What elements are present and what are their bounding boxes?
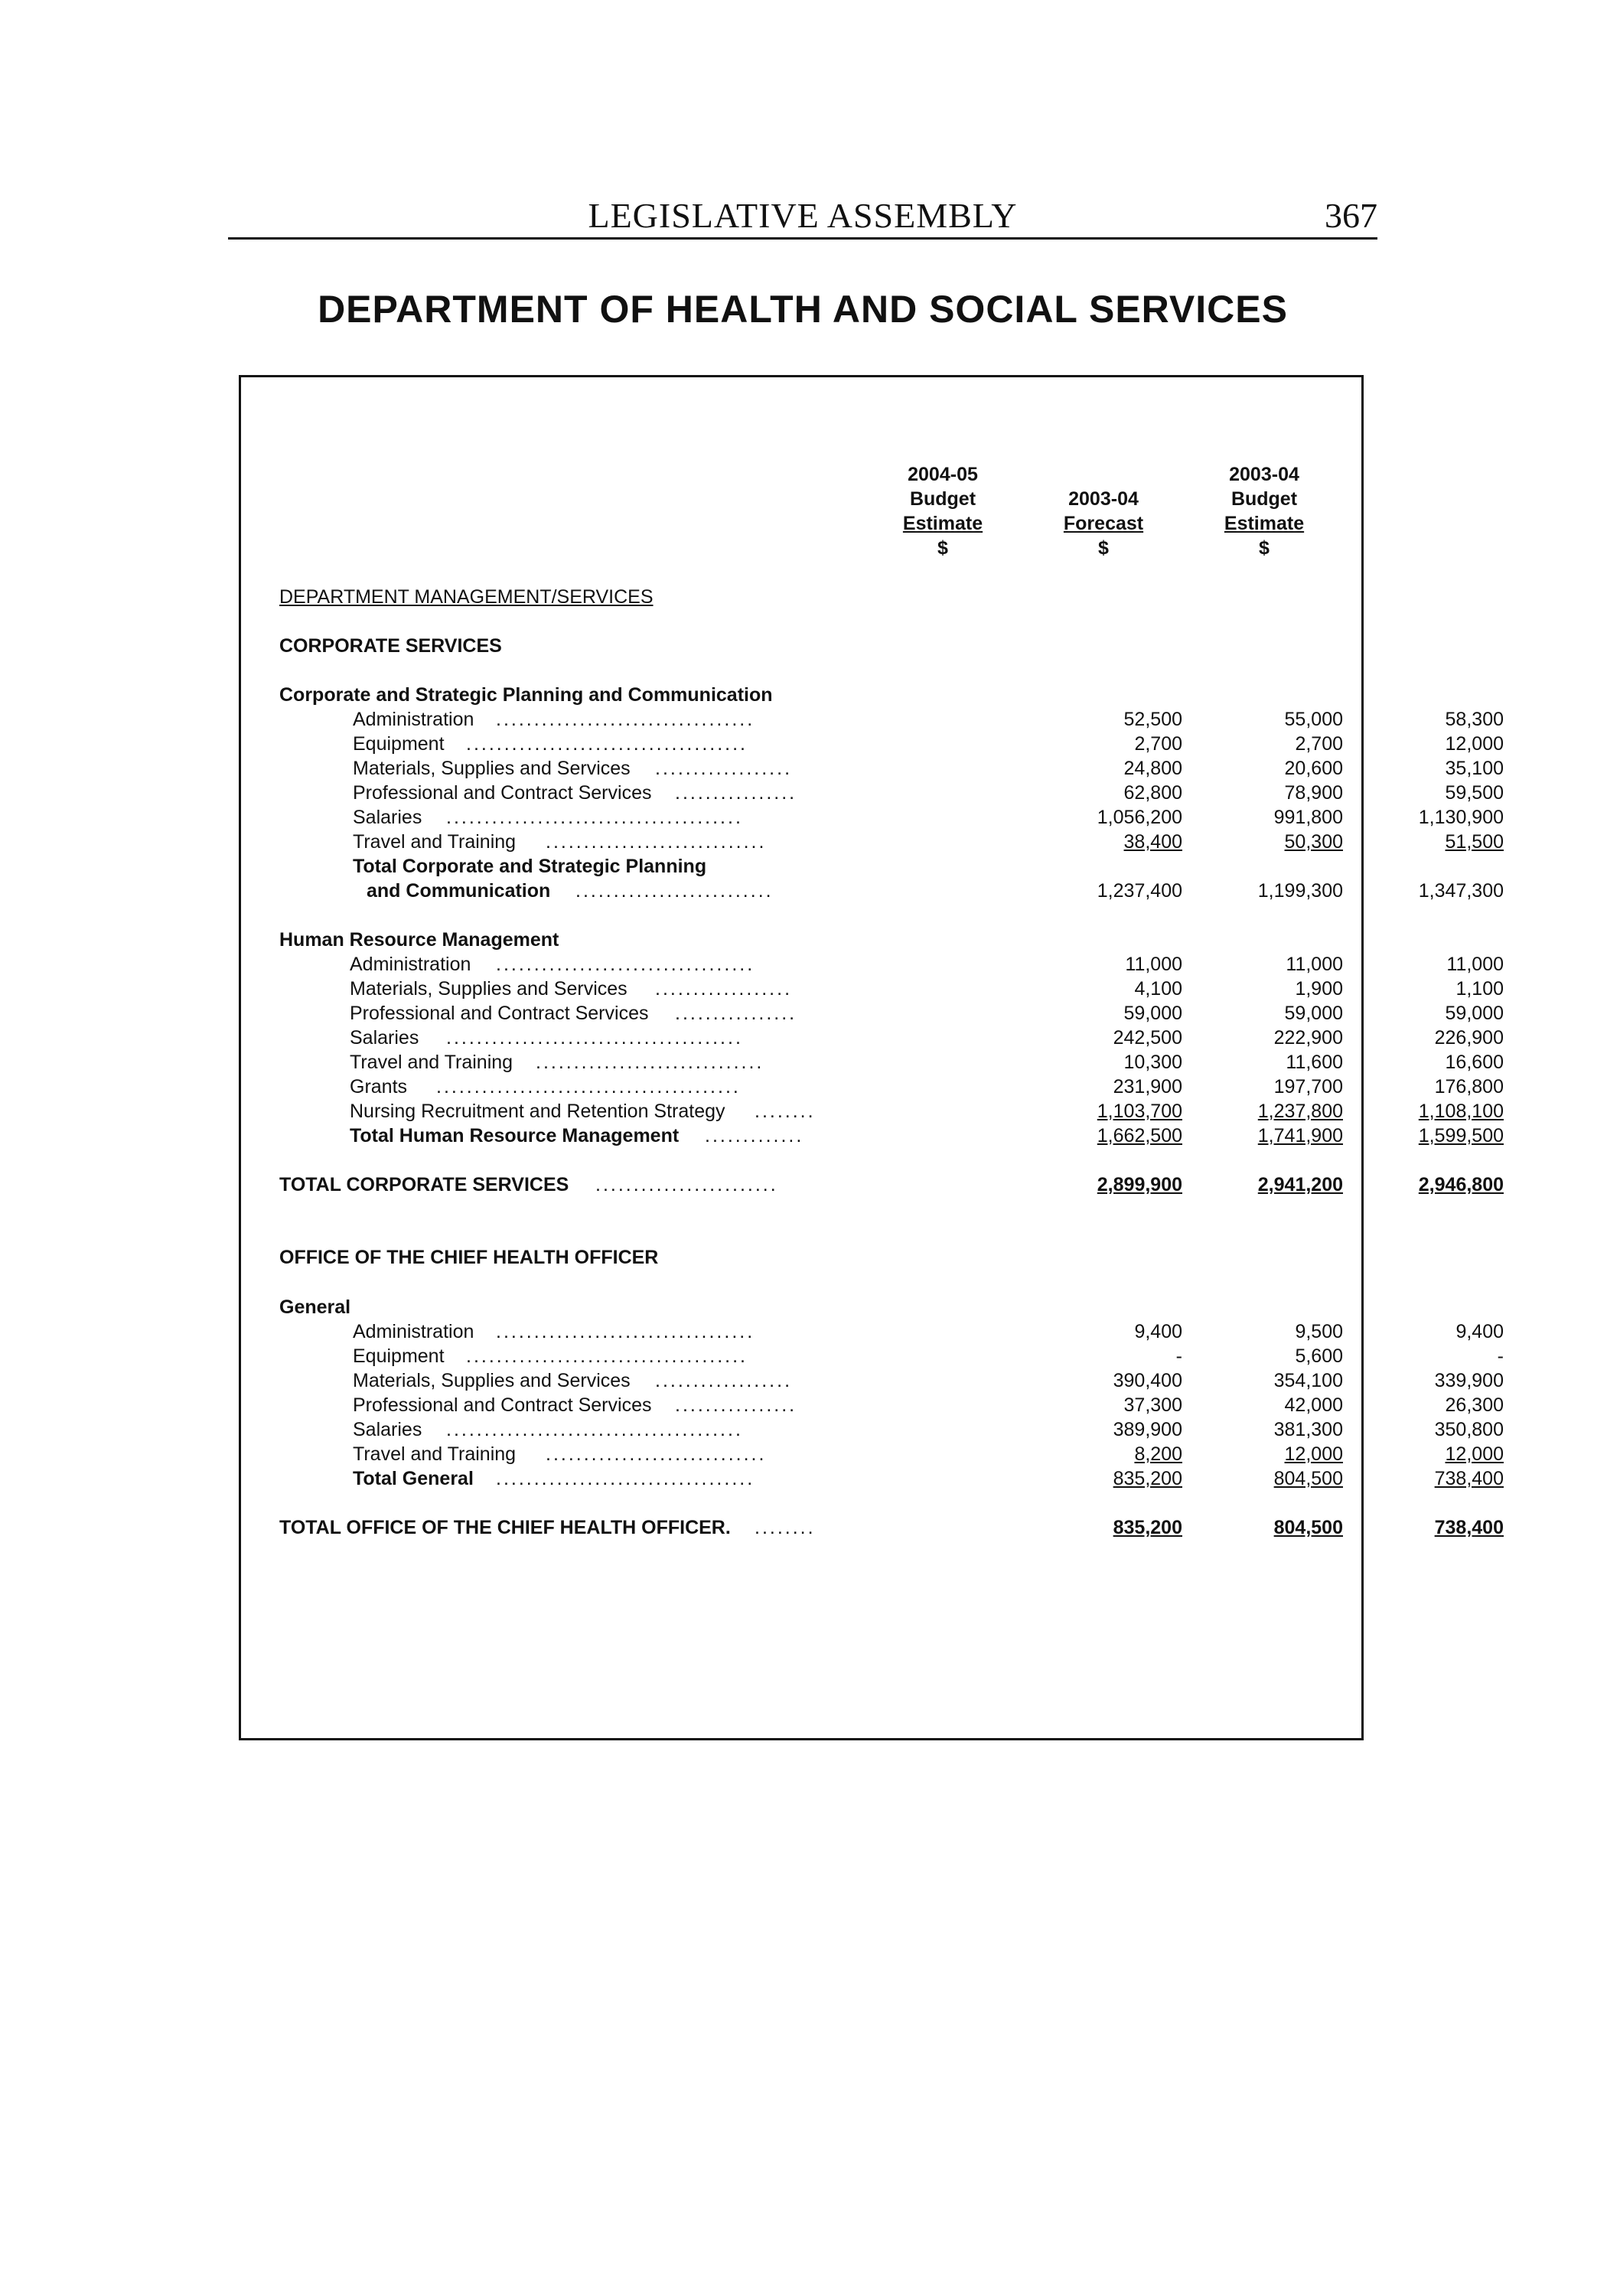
column-header bbox=[1019, 462, 1188, 560]
row-value: 9,400 bbox=[1134, 1321, 1182, 1342]
column-header-line: Forecast bbox=[1063, 513, 1144, 534]
row-label: Travel and Training bbox=[350, 1052, 513, 1073]
leader-dots: ....................................... bbox=[446, 1419, 743, 1440]
row-label: Administration bbox=[353, 1321, 474, 1342]
row-label: Salaries bbox=[350, 1027, 419, 1049]
row-value: 1,237,800 bbox=[1257, 1101, 1343, 1122]
column-header-line: Budget bbox=[909, 488, 976, 510]
leader-dots: .................. bbox=[655, 758, 793, 779]
column-header bbox=[859, 462, 1027, 560]
table-row bbox=[279, 1515, 1504, 1540]
page-header bbox=[228, 194, 1377, 240]
row-value: 339,900 bbox=[1434, 1370, 1504, 1391]
leader-dots: ........ bbox=[755, 1517, 816, 1538]
row-value: 1,599,500 bbox=[1418, 1125, 1504, 1146]
row-value: 804,500 bbox=[1273, 1468, 1343, 1489]
table-row bbox=[279, 781, 1504, 805]
row-value: 222,900 bbox=[1273, 1027, 1343, 1049]
row-label: Salaries bbox=[353, 807, 422, 828]
table-row bbox=[279, 1050, 1504, 1075]
table-row bbox=[279, 879, 1504, 903]
row-label: Materials, Supplies and Services bbox=[350, 978, 627, 1000]
column-header-line: Budget bbox=[1231, 488, 1298, 510]
row-value: 1,237,400 bbox=[1097, 880, 1182, 902]
leader-dots: ............................. bbox=[546, 831, 767, 853]
row-value: 738,400 bbox=[1434, 1517, 1504, 1538]
section-heading bbox=[279, 1295, 1328, 1319]
row-label: Professional and Contract Services bbox=[353, 1394, 652, 1416]
row-label: OFFICE OF THE CHIEF HEALTH OFFICER bbox=[279, 1247, 659, 1268]
row-value: 231,900 bbox=[1113, 1076, 1182, 1097]
row-value: 12,000 bbox=[1445, 733, 1504, 755]
leader-dots: .......................... bbox=[575, 880, 774, 902]
table-row bbox=[279, 1075, 1504, 1099]
leader-dots: .............................. bbox=[536, 1052, 764, 1073]
row-label: General bbox=[279, 1296, 351, 1318]
row-value: 12,000 bbox=[1445, 1443, 1504, 1465]
row-label: Professional and Contract Services bbox=[353, 782, 652, 804]
row-label: Total Human Resource Management bbox=[350, 1125, 680, 1146]
row-value: 62,800 bbox=[1123, 782, 1182, 804]
leader-dots: ............. bbox=[705, 1125, 804, 1146]
column-header-line: $ bbox=[937, 537, 948, 559]
row-label: Nursing Recruitment and Retention Strategy bbox=[350, 1101, 725, 1122]
row-value: 35,100 bbox=[1445, 758, 1504, 779]
row-value: 350,800 bbox=[1434, 1419, 1504, 1440]
leader-dots: .................................. bbox=[496, 709, 755, 730]
column-header-line: 2003-04 bbox=[1229, 464, 1299, 485]
row-value: 1,199,300 bbox=[1257, 880, 1343, 902]
row-value: 37,300 bbox=[1123, 1394, 1182, 1416]
row-value: 9,400 bbox=[1455, 1321, 1504, 1342]
row-value: 11,000 bbox=[1286, 954, 1343, 975]
row-label: Equipment bbox=[353, 1345, 445, 1367]
table-row bbox=[279, 1099, 1504, 1124]
row-value: 26,300 bbox=[1445, 1394, 1504, 1416]
row-value: 11,000 bbox=[1125, 954, 1182, 975]
row-label: Administration bbox=[353, 709, 474, 730]
leader-dots: ..................................... bbox=[466, 733, 748, 755]
leader-dots: ..................................... bbox=[466, 1345, 748, 1367]
row-value: 52,500 bbox=[1123, 709, 1182, 730]
row-value: 20,600 bbox=[1284, 758, 1343, 779]
leader-dots: ........ bbox=[755, 1101, 816, 1122]
page-number: 367 bbox=[1325, 196, 1377, 235]
row-value: 2,946,800 bbox=[1418, 1174, 1504, 1195]
row-value: 991,800 bbox=[1273, 807, 1343, 828]
row-value: 59,000 bbox=[1284, 1003, 1343, 1024]
row-value: 1,108,100 bbox=[1418, 1101, 1504, 1122]
row-value: 176,800 bbox=[1434, 1076, 1504, 1097]
leader-dots: ............................. bbox=[546, 1443, 767, 1465]
table-row bbox=[279, 977, 1504, 1001]
row-value: 11,600 bbox=[1286, 1052, 1343, 1073]
row-value: 55,000 bbox=[1284, 709, 1343, 730]
row-value: 242,500 bbox=[1113, 1027, 1182, 1049]
row-value: 738,400 bbox=[1434, 1468, 1504, 1489]
row-label: and Communication bbox=[367, 880, 551, 902]
row-value: 390,400 bbox=[1113, 1370, 1182, 1391]
row-label: Corporate and Strategic Planning and Communication bbox=[279, 684, 773, 706]
table-row bbox=[279, 952, 1504, 977]
row-label: Professional and Contract Services bbox=[350, 1003, 649, 1024]
row-value: - bbox=[1175, 1345, 1182, 1367]
row-value: 381,300 bbox=[1273, 1419, 1343, 1440]
column-header-line: Estimate bbox=[1224, 513, 1305, 534]
row-label: CORPORATE SERVICES bbox=[279, 635, 502, 657]
leader-dots: .................................. bbox=[496, 1321, 755, 1342]
row-label: Administration bbox=[350, 954, 471, 975]
column-header bbox=[1180, 462, 1348, 560]
row-value: 12,000 bbox=[1284, 1443, 1343, 1465]
row-value: 804,500 bbox=[1273, 1517, 1343, 1538]
table-row bbox=[279, 1124, 1504, 1148]
table-row bbox=[279, 1344, 1504, 1368]
leader-dots: ........................ bbox=[595, 1174, 778, 1195]
row-value: 58,300 bbox=[1445, 709, 1504, 730]
row-value: - bbox=[1497, 1345, 1504, 1367]
column-header-line: $ bbox=[1098, 537, 1109, 559]
leader-dots: ................ bbox=[675, 1003, 797, 1024]
row-value: 226,900 bbox=[1434, 1027, 1504, 1049]
row-value: 59,000 bbox=[1123, 1003, 1182, 1024]
row-value: 389,900 bbox=[1113, 1419, 1182, 1440]
table-row bbox=[279, 1319, 1504, 1344]
row-value: 59,500 bbox=[1445, 782, 1504, 804]
row-value: 50,300 bbox=[1284, 831, 1343, 853]
row-label: TOTAL CORPORATE SERVICES bbox=[279, 1174, 569, 1195]
table-row bbox=[279, 1466, 1504, 1491]
table-row bbox=[279, 805, 1504, 830]
row-value: 1,347,300 bbox=[1418, 880, 1504, 902]
section-heading bbox=[279, 683, 1328, 707]
leader-dots: ................ bbox=[675, 1394, 797, 1416]
row-value: 835,200 bbox=[1113, 1517, 1182, 1538]
column-header-line: 2003-04 bbox=[1068, 488, 1139, 510]
row-label: Travel and Training bbox=[353, 831, 517, 853]
leader-dots: .................. bbox=[655, 1370, 793, 1391]
row-value: 11,000 bbox=[1446, 954, 1504, 975]
row-value: 51,500 bbox=[1445, 831, 1504, 853]
table-row bbox=[279, 756, 1504, 781]
section-heading bbox=[279, 585, 1328, 609]
column-header-line: 2004-05 bbox=[908, 464, 978, 485]
row-value: 9,500 bbox=[1295, 1321, 1343, 1342]
row-value: 8,200 bbox=[1134, 1443, 1182, 1465]
row-value: 38,400 bbox=[1123, 831, 1182, 853]
row-label: Human Resource Management bbox=[279, 929, 559, 951]
row-value: 1,056,200 bbox=[1097, 807, 1182, 828]
table-row bbox=[279, 1026, 1504, 1050]
row-value: 4,100 bbox=[1134, 978, 1182, 1000]
column-header-line: $ bbox=[1259, 537, 1270, 559]
row-value: 354,100 bbox=[1273, 1370, 1343, 1391]
row-label: DEPARTMENT MANAGEMENT/SERVICES bbox=[279, 586, 654, 608]
publication-title: LEGISLATIVE ASSEMBLY bbox=[588, 196, 1018, 235]
row-value: 24,800 bbox=[1123, 758, 1182, 779]
department-title: DEPARTMENT OF HEALTH AND SOCIAL SERVICES bbox=[318, 288, 1288, 331]
section-heading bbox=[279, 1245, 1328, 1270]
table-row bbox=[279, 732, 1504, 756]
table-row bbox=[279, 1442, 1504, 1466]
row-label: TOTAL OFFICE OF THE CHIEF HEALTH OFFICER. bbox=[279, 1517, 731, 1538]
table-row bbox=[279, 1172, 1504, 1197]
row-value: 835,200 bbox=[1113, 1468, 1182, 1489]
table-row bbox=[279, 1368, 1504, 1393]
column-header-line: Estimate bbox=[902, 513, 983, 534]
table-row bbox=[279, 1001, 1504, 1026]
leader-dots: ....................................... bbox=[446, 1027, 743, 1049]
row-value: 1,130,900 bbox=[1418, 807, 1504, 828]
leader-dots: .................. bbox=[655, 978, 793, 1000]
row-value: 1,100 bbox=[1455, 978, 1504, 1000]
row-label: Materials, Supplies and Services bbox=[353, 758, 631, 779]
column-header-line bbox=[1019, 462, 1188, 487]
row-value: 1,662,500 bbox=[1097, 1125, 1182, 1146]
row-label: Travel and Training bbox=[353, 1443, 517, 1465]
row-value: 10,300 bbox=[1123, 1052, 1182, 1073]
table-row bbox=[279, 707, 1504, 732]
row-label: Total Corporate and Strategic Planning bbox=[353, 856, 707, 877]
leader-dots: ....................................... bbox=[446, 807, 743, 828]
section-heading bbox=[279, 634, 1328, 658]
row-value: 78,900 bbox=[1284, 782, 1343, 804]
table-row bbox=[279, 1393, 1504, 1417]
row-value: 1,741,900 bbox=[1257, 1125, 1343, 1146]
leader-dots: ................ bbox=[675, 782, 797, 804]
row-value: 2,700 bbox=[1295, 733, 1343, 755]
row-label: Total General bbox=[353, 1468, 474, 1489]
row-label: Grants bbox=[350, 1076, 408, 1097]
leader-dots: .................................. bbox=[496, 954, 755, 975]
row-value: 16,600 bbox=[1445, 1052, 1504, 1073]
table-row bbox=[279, 830, 1504, 854]
leader-dots: .................................. bbox=[496, 1468, 755, 1489]
row-value: 1,900 bbox=[1295, 978, 1343, 1000]
row-value: 197,700 bbox=[1273, 1076, 1343, 1097]
row-value: 42,000 bbox=[1284, 1394, 1343, 1416]
row-value: 2,700 bbox=[1134, 733, 1182, 755]
table-row bbox=[279, 1417, 1504, 1442]
row-value: 5,600 bbox=[1295, 1345, 1343, 1367]
row-value: 2,941,200 bbox=[1257, 1174, 1343, 1195]
row-label: Salaries bbox=[353, 1419, 422, 1440]
row-label: Equipment bbox=[353, 733, 445, 755]
leader-dots: ........................................ bbox=[436, 1076, 741, 1097]
row-value: 59,000 bbox=[1445, 1003, 1504, 1024]
row-value: 1,103,700 bbox=[1097, 1101, 1182, 1122]
row-label: Materials, Supplies and Services bbox=[353, 1370, 631, 1391]
section-heading bbox=[279, 854, 1328, 879]
row-value: 2,899,900 bbox=[1097, 1174, 1182, 1195]
section-heading bbox=[279, 928, 1328, 952]
